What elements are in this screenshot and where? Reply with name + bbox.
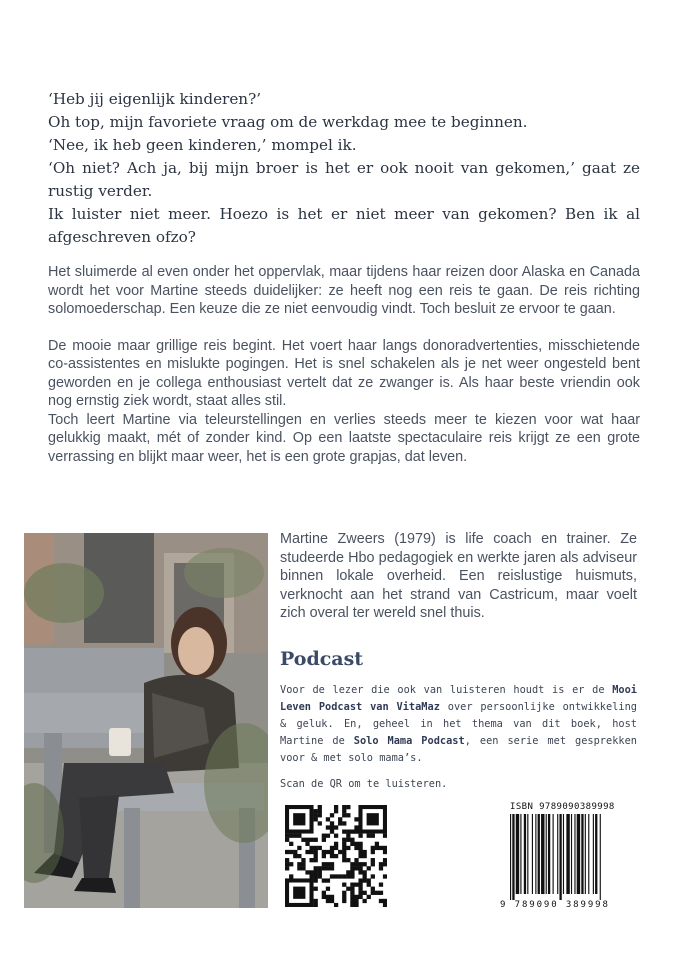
opening-dialogue [48, 88, 640, 249]
dialogue-line: ‘Nee, ik heb geen kinderen,’ mompel ik. [48, 136, 357, 154]
barcode-bars [510, 814, 628, 900]
podcast-heading: Podcast [280, 648, 364, 670]
scan-instruction: Scan de QR om te luisteren. [280, 778, 448, 790]
qr-code[interactable] [285, 805, 387, 907]
dialogue-line: ‘Heb jij eigenlijk kinderen?’ [48, 90, 262, 108]
barcode-digits: 9 789090 389998 [500, 900, 610, 910]
author-bio: Martine Zweers (1979) is life coach en trainer. Ze studeerde Hbo pedagogiek en werkte jaren als adviseur binnen lokale overheid. Een reislustige huismuts, verknocht aan het strand van Castricum, maar voelt zich overal ter wereld snel thuis. [280, 531, 637, 622]
synopsis-paragraph: De mooie maar grillige reis begint. Het voert haar langs donoradvertenties, misschietende co-assistentes en mislukte pogingen. Het is snel schakelen als je net weer ongesteld bent geworden en je collega enthousiast vertelt dat ze zwanger is. Als haar beste vriendin ook nog ernstig ziek wordt, staat alles stil. [48, 337, 640, 409]
podcast-name-mooi-leven: Mooi Leven Podcast van VitaMaz [280, 684, 637, 713]
podcast-text-part: , een serie met gesprekken voor & met solo mama’s. [280, 735, 637, 764]
dialogue-line: ‘Oh niet? Ach ja, bij mijn broer is het er ook nooit van gekomen,’ gaat ze rustig verder. [48, 159, 640, 200]
dialogue-line: Ik luister niet meer. Hoezo is het er niet meer van gekomen? Ben ik al afgeschreven ofzo? [48, 205, 640, 246]
synopsis-paragraph: Het sluimerde al even onder het oppervlak, maar tijdens haar reizen door Alaska en Canada wordt het voor Martine steeds duidelijker: ze heeft nog een reis te gaan. De reis richting solomoederschap. Een keuze die ze niet eenvoudig vindt. Toch besluit ze ervoor te gaan. [48, 264, 640, 317]
podcast-name-solo-mama: Solo Mama Podcast [353, 735, 465, 747]
dialogue-line: Oh top, mijn favoriete vraag om de werkdag mee te beginnen. [48, 113, 528, 131]
synopsis-paragraph: Toch leert Martine via teleurstellingen en verlies steeds meer te kiezen voor wat haar gelukkig maakt, mét of zonder kind. Op een laatste spectaculaire reis krijgt ze een grote verrassing en blijkt maar weer, het is een grote grapjas, dat leven. [48, 411, 640, 465]
isbn-barcode [500, 802, 630, 912]
synopsis [48, 263, 640, 466]
isbn-label: ISBN 9789090389998 [510, 802, 615, 812]
podcast-text-part: Voor de lezer die ook van luisteren houdt is er de [280, 684, 613, 696]
author-photo [24, 533, 268, 908]
podcast-description [280, 682, 637, 767]
author-photo-illustration [24, 533, 268, 908]
podcast-text-part: over persoonlijke ontwikkeling & geluk. En, geheel in het thema van dit boek, host Martine de [280, 701, 637, 747]
